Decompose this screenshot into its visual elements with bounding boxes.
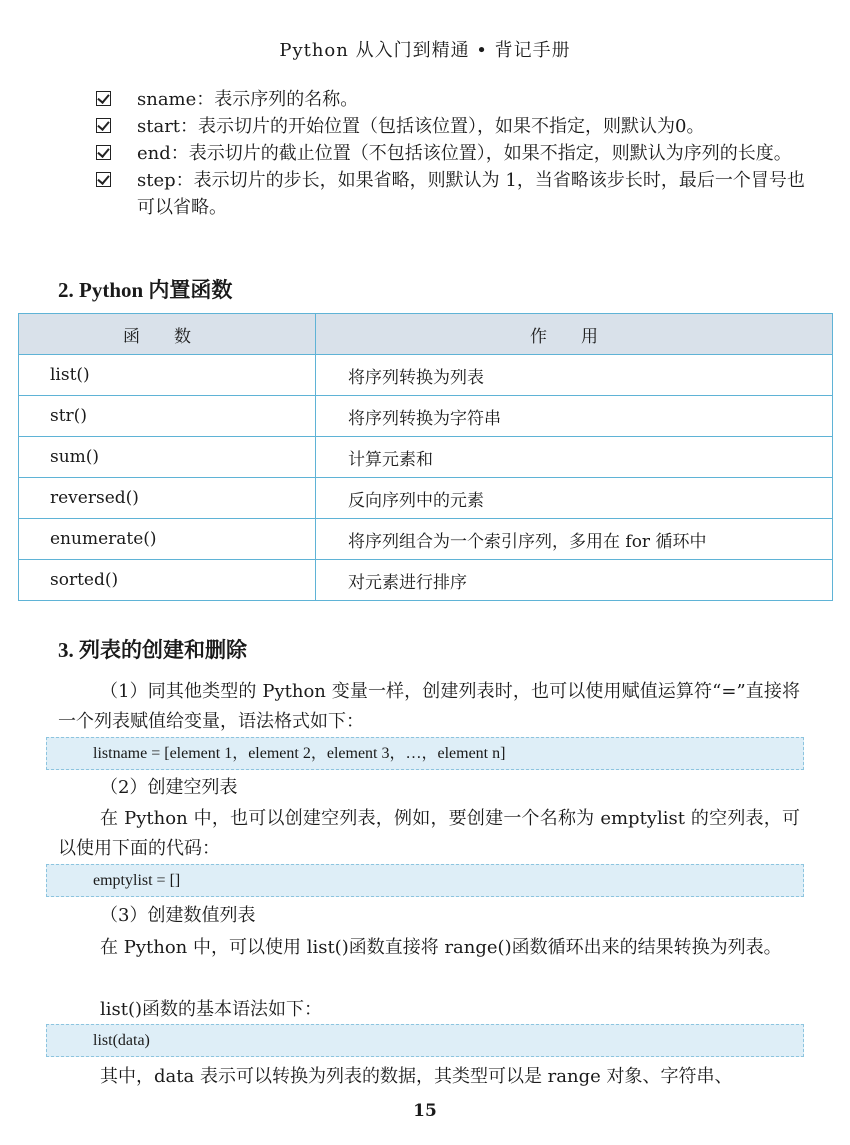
function-cell: enumerate() — [19, 519, 316, 560]
checkbox-icon — [96, 118, 111, 133]
subheading-numeric-list: （3）创建数值列表 — [100, 905, 256, 926]
table-row — [19, 519, 833, 560]
column-header-purpose: 作 用 — [316, 314, 833, 355]
paragraph-list-syntax: list()函数的基本语法如下： — [100, 999, 323, 1020]
purpose-cell: 反向序列中的元素 — [316, 478, 833, 519]
list-item — [96, 113, 806, 140]
checkbox-icon — [96, 145, 111, 160]
code-block-list-data: list(data) — [46, 1024, 804, 1057]
subheading-empty-list: （2）创建空列表 — [100, 777, 238, 798]
function-cell: sum() — [19, 437, 316, 478]
list-item — [96, 167, 806, 221]
table-row — [19, 437, 833, 478]
table-row — [19, 560, 833, 601]
table-header-row — [19, 314, 833, 355]
purpose-cell: 计算元素和 — [316, 437, 833, 478]
table-row — [19, 355, 833, 396]
page-number: 15 — [413, 1101, 437, 1121]
function-cell: list() — [19, 355, 316, 396]
paragraph-data-types: 其中，data 表示可以转换为列表的数据，其类型可以是 range 对象、字符串、 — [100, 1066, 733, 1087]
parameter-list — [96, 86, 806, 221]
function-cell: reversed() — [19, 478, 316, 519]
checkbox-icon — [96, 91, 111, 106]
function-cell: sorted() — [19, 560, 316, 601]
param-sname: sname：表示序列的名称。 — [137, 89, 359, 110]
paragraph-numeric-list: 在 Python 中，可以使用 list()函数直接将 range()函数循环出来的结果转换为列表。 — [100, 937, 782, 958]
section-3-heading: 3. 列表的创建和删除 — [58, 638, 247, 662]
purpose-cell: 将序列转换为字符串 — [316, 396, 833, 437]
list-item — [96, 86, 806, 113]
code-block-emptylist: emptylist = [] — [46, 864, 804, 897]
function-cell: str() — [19, 396, 316, 437]
checkbox-icon — [96, 172, 111, 187]
column-header-function: 函 数 — [19, 314, 316, 355]
list-item — [96, 140, 806, 167]
table-row — [19, 396, 833, 437]
purpose-cell: 将序列组合为一个索引序列，多用在 for 循环中 — [316, 519, 833, 560]
table-row — [19, 478, 833, 519]
param-step: step：表示切片的步长，如果省略，则默认为 1，当省略该步长时，最后一个冒号也可以省略。 — [137, 170, 805, 218]
purpose-cell: 对元素进行排序 — [316, 560, 833, 601]
running-header: Python 从入门到精通 • 背记手册 — [279, 40, 571, 61]
paragraph-assignment: （1）同其他类型的 Python 变量一样，创建列表时，也可以使用赋值运算符“=”直接将一个列表赋值给变量，语法格式如下： — [58, 681, 800, 732]
paragraph-empty-list: 在 Python 中，也可以创建空列表，例如，要创建一个名称为 emptylist 的空列表，可以使用下面的代码： — [58, 808, 800, 859]
code-block-listname: listname = [element 1，element 2，element 3，…，element n] — [46, 737, 804, 770]
section-2-heading: 2. Python 内置函数 — [58, 278, 233, 302]
param-start: start：表示切片的开始位置（包括该位置），如果不指定，则默认为0。 — [137, 116, 705, 137]
builtin-function-table — [18, 313, 833, 601]
purpose-cell: 将序列转换为列表 — [316, 355, 833, 396]
param-end: end：表示切片的截止位置（不包括该位置），如果不指定，则默认为序列的长度。 — [137, 143, 792, 164]
